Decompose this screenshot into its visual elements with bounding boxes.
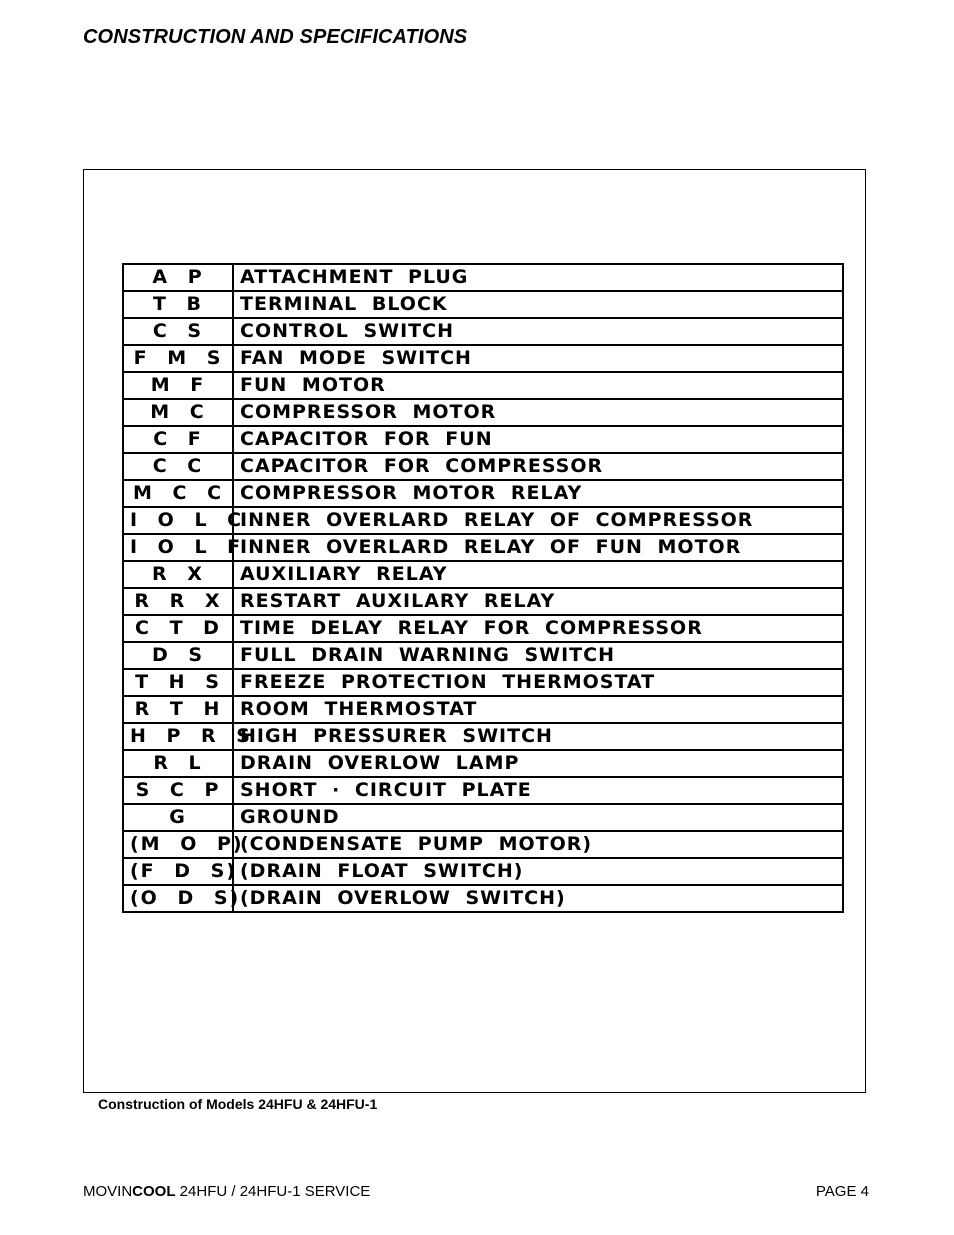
footer-document-title [83,1183,370,1200]
legend-code: S C P [123,777,233,804]
legend-row [123,642,843,669]
legend-description: COMPRESSOR MOTOR RELAY [233,480,843,507]
legend-row [123,669,843,696]
legend-description: TERMINAL BLOCK [233,291,843,318]
legend-description: FREEZE PROTECTION THERMOSTAT [233,669,843,696]
legend-description: RESTART AUXILARY RELAY [233,588,843,615]
legend-row [123,723,843,750]
legend-description: (DRAIN FLOAT SWITCH) [233,858,843,885]
legend-code: C T D [123,615,233,642]
legend-row [123,777,843,804]
legend-code: I O L C [123,507,233,534]
figure-caption: Construction of Models 24HFU & 24HFU-1 [98,1096,378,1112]
legend-row [123,831,843,858]
legend-code: C C [123,453,233,480]
legend-row [123,291,843,318]
legend-description: CONTROL SWITCH [233,318,843,345]
legend-code: R X [123,561,233,588]
legend-row [123,372,843,399]
legend-description: TIME DELAY RELAY FOR COMPRESSOR [233,615,843,642]
legend-description: INNER OVERLARD RELAY OF FUN MOTOR [233,534,843,561]
legend-description: HIGH PRESSURER SWITCH [233,723,843,750]
legend-row [123,588,843,615]
legend-description: COMPRESSOR MOTOR [233,399,843,426]
symbol-legend-table [122,263,844,913]
legend-code: H P R S [123,723,233,750]
legend-row [123,534,843,561]
legend-description: ROOM THERMOSTAT [233,696,843,723]
legend-row [123,399,843,426]
legend-code: M F [123,372,233,399]
legend-code: D S [123,642,233,669]
legend-row [123,561,843,588]
legend-description: AUXILIARY RELAY [233,561,843,588]
brand-name-light: MOVIN [83,1183,133,1200]
page-number: PAGE 4 [815,1183,869,1200]
page-title: CONSTRUCTION AND SPECIFICATIONS [83,26,468,48]
legend-code: (F D S) [123,858,233,885]
legend-description: GROUND [233,804,843,831]
page-footer [83,1183,869,1200]
legend-row [123,264,843,291]
figure-frame [83,169,866,1093]
footer-document-name: 24HFU / 24HFU-1 SERVICE [175,1183,371,1200]
legend-code: A P [123,264,233,291]
legend-code: F M S [123,345,233,372]
legend-code: (M O P) [123,831,233,858]
legend-row [123,345,843,372]
legend-description: FAN MODE SWITCH [233,345,843,372]
brand-name-bold: COOL [132,1183,176,1200]
legend-row [123,696,843,723]
legend-description: INNER OVERLARD RELAY OF COMPRESSOR [233,507,843,534]
legend-body [123,264,843,912]
legend-row [123,318,843,345]
legend-row [123,858,843,885]
legend-code: C S [123,318,233,345]
legend-description: DRAIN OVERLOW LAMP [233,750,843,777]
legend-description: CAPACITOR FOR FUN [233,426,843,453]
legend-description: FULL DRAIN WARNING SWITCH [233,642,843,669]
legend-code: R T H [123,696,233,723]
legend-description: SHORT · CIRCUIT PLATE [233,777,843,804]
legend-row [123,804,843,831]
legend-row [123,750,843,777]
legend-code: R L [123,750,233,777]
legend-code: M C C [123,480,233,507]
legend-description: (CONDENSATE PUMP MOTOR) [233,831,843,858]
legend-row [123,480,843,507]
legend-row [123,507,843,534]
legend-code: G [123,804,233,831]
legend-code: T H S [123,669,233,696]
legend-description: ATTACHMENT PLUG [233,264,843,291]
legend-code: C F [123,426,233,453]
legend-row [123,426,843,453]
legend-code: (O D S) [123,885,233,912]
legend-code: R R X [123,588,233,615]
legend-description: (DRAIN OVERLOW SWITCH) [233,885,843,912]
legend-description: FUN MOTOR [233,372,843,399]
legend-row [123,453,843,480]
legend-row [123,885,843,912]
legend-row [123,615,843,642]
legend-description: CAPACITOR FOR COMPRESSOR [233,453,843,480]
legend-code: T B [123,291,233,318]
legend-code: M C [123,399,233,426]
legend-code: I O L F [123,534,233,561]
